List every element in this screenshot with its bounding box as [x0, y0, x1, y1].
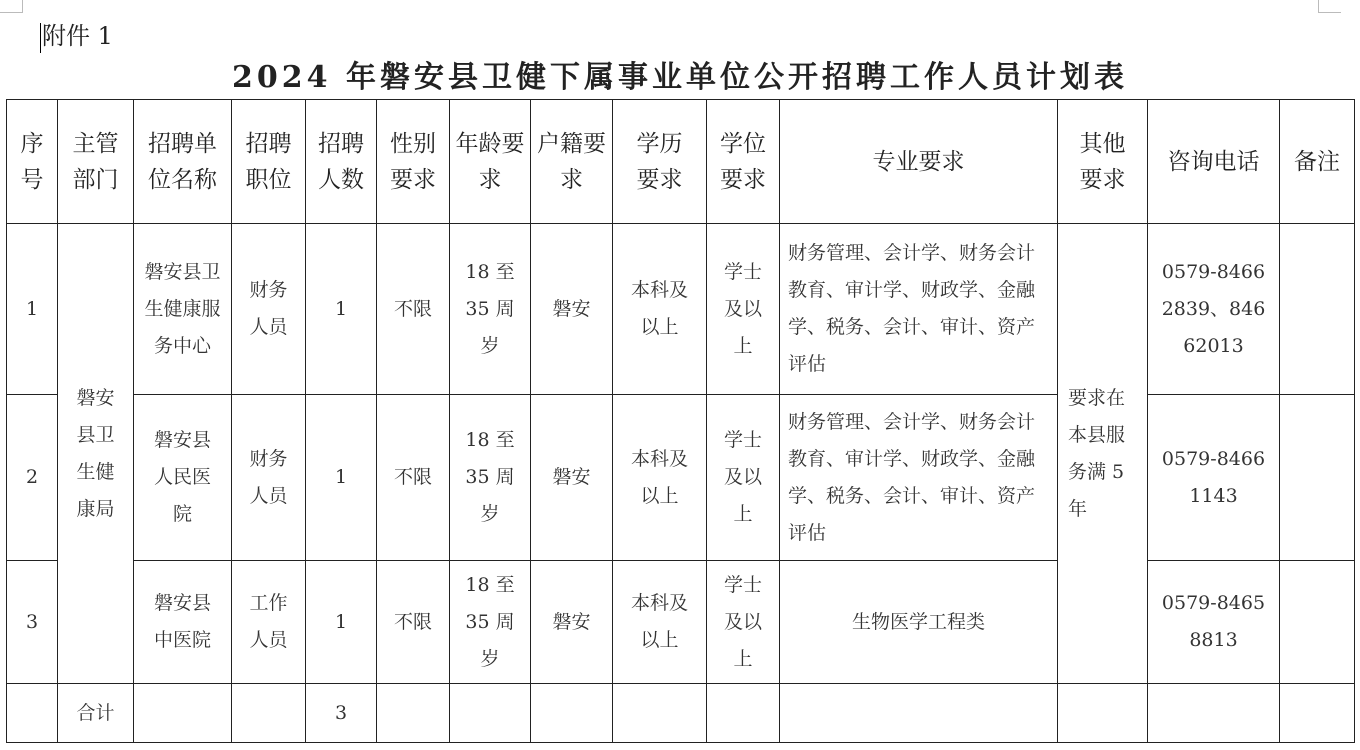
header-seq: 序号 [7, 100, 58, 224]
header-dept: 主管部门 [58, 100, 134, 224]
table-row [7, 224, 1355, 395]
cell-degree: 学士及以上 [707, 224, 780, 395]
cell-empty [450, 684, 531, 743]
header-major: 专业要求 [780, 100, 1058, 224]
cell-huji: 磐安 [531, 395, 613, 561]
table-row [7, 395, 1355, 561]
page-corner-mark-right [1318, 0, 1341, 13]
cell-other: 要求在本县服务满 5 年 [1058, 224, 1148, 684]
document-title: 2024 年磐安县卫健下属事业单位公开招聘工作人员计划表 [232, 60, 1128, 95]
cell-gender: 不限 [377, 561, 450, 684]
cell-edu: 本科及以上 [613, 395, 707, 561]
cell-position: 财务人员 [232, 224, 306, 395]
cell-seq: 3 [7, 561, 58, 684]
table-row [7, 561, 1355, 684]
attachment-text: 附件 1 [42, 22, 113, 50]
header-row [7, 100, 1355, 224]
recruitment-plan-table [6, 99, 1355, 743]
text-cursor [40, 23, 41, 53]
header-gender: 性别要求 [377, 100, 450, 224]
cell-position: 财务人员 [232, 395, 306, 561]
cell-count: 1 [306, 561, 377, 684]
header-age: 年龄要求 [450, 100, 531, 224]
header-huji: 户籍要求 [531, 100, 613, 224]
total-row [7, 684, 1355, 743]
cell-count: 1 [306, 395, 377, 561]
header-phone: 咨询电话 [1148, 100, 1280, 224]
cell-major: 财务管理、会计学、财务会计教育、审计学、财政学、金融学、税务、会计、审计、资产评估 [780, 224, 1058, 395]
header-count: 招聘人数 [306, 100, 377, 224]
cell-remark [1280, 395, 1355, 561]
cell-edu: 本科及以上 [613, 561, 707, 684]
cell-huji: 磐安 [531, 561, 613, 684]
cell-position: 工作人员 [232, 561, 306, 684]
cell-phone: 0579-84661143 [1148, 395, 1280, 561]
cell-empty [232, 684, 306, 743]
cell-age: 18 至 35 周岁 [450, 224, 531, 395]
cell-empty [1058, 684, 1148, 743]
total-count: 3 [306, 684, 377, 743]
header-degree: 学位要求 [707, 100, 780, 224]
cell-unit: 磐安县人民医院 [134, 395, 232, 561]
cell-age: 18 至 35 周岁 [450, 561, 531, 684]
header-position: 招聘职位 [232, 100, 306, 224]
total-label: 合计 [58, 684, 134, 743]
cell-empty [780, 684, 1058, 743]
cell-unit: 磐安县中医院 [134, 561, 232, 684]
header-remark: 备注 [1280, 100, 1355, 224]
cell-seq: 2 [7, 395, 58, 561]
cell-seq: 1 [7, 224, 58, 395]
cell-major: 生物医学工程类 [780, 561, 1058, 684]
cell-edu: 本科及以上 [613, 224, 707, 395]
header-unit: 招聘单位名称 [134, 100, 232, 224]
header-other: 其他要求 [1058, 100, 1148, 224]
cell-age: 18 至 35 周岁 [450, 395, 531, 561]
cell-unit: 磐安县卫生健康服务中心 [134, 224, 232, 395]
cell-gender: 不限 [377, 395, 450, 561]
attachment-label[interactable] [40, 20, 113, 53]
cell-empty [1148, 684, 1280, 743]
cell-empty [531, 684, 613, 743]
cell-empty [134, 684, 232, 743]
cell-remark [1280, 224, 1355, 395]
cell-empty [377, 684, 450, 743]
cell-phone: 0579-84662839、84662013 [1148, 224, 1280, 395]
cell-seq-empty [7, 684, 58, 743]
cell-dept: 磐安县卫生健康局 [58, 224, 134, 684]
cell-phone: 0579-84658813 [1148, 561, 1280, 684]
cell-major: 财务管理、会计学、财务会计教育、审计学、财政学、金融学、税务、会计、审计、资产评估 [780, 395, 1058, 561]
cell-gender: 不限 [377, 224, 450, 395]
cell-count: 1 [306, 224, 377, 395]
cell-empty [1280, 684, 1355, 743]
header-edu: 学历要求 [613, 100, 707, 224]
cell-huji: 磐安 [531, 224, 613, 395]
cell-remark [1280, 561, 1355, 684]
page-corner-mark-left [0, 0, 23, 13]
cell-degree: 学士及以上 [707, 561, 780, 684]
cell-degree: 学士及以上 [707, 395, 780, 561]
cell-empty [613, 684, 707, 743]
cell-empty [707, 684, 780, 743]
